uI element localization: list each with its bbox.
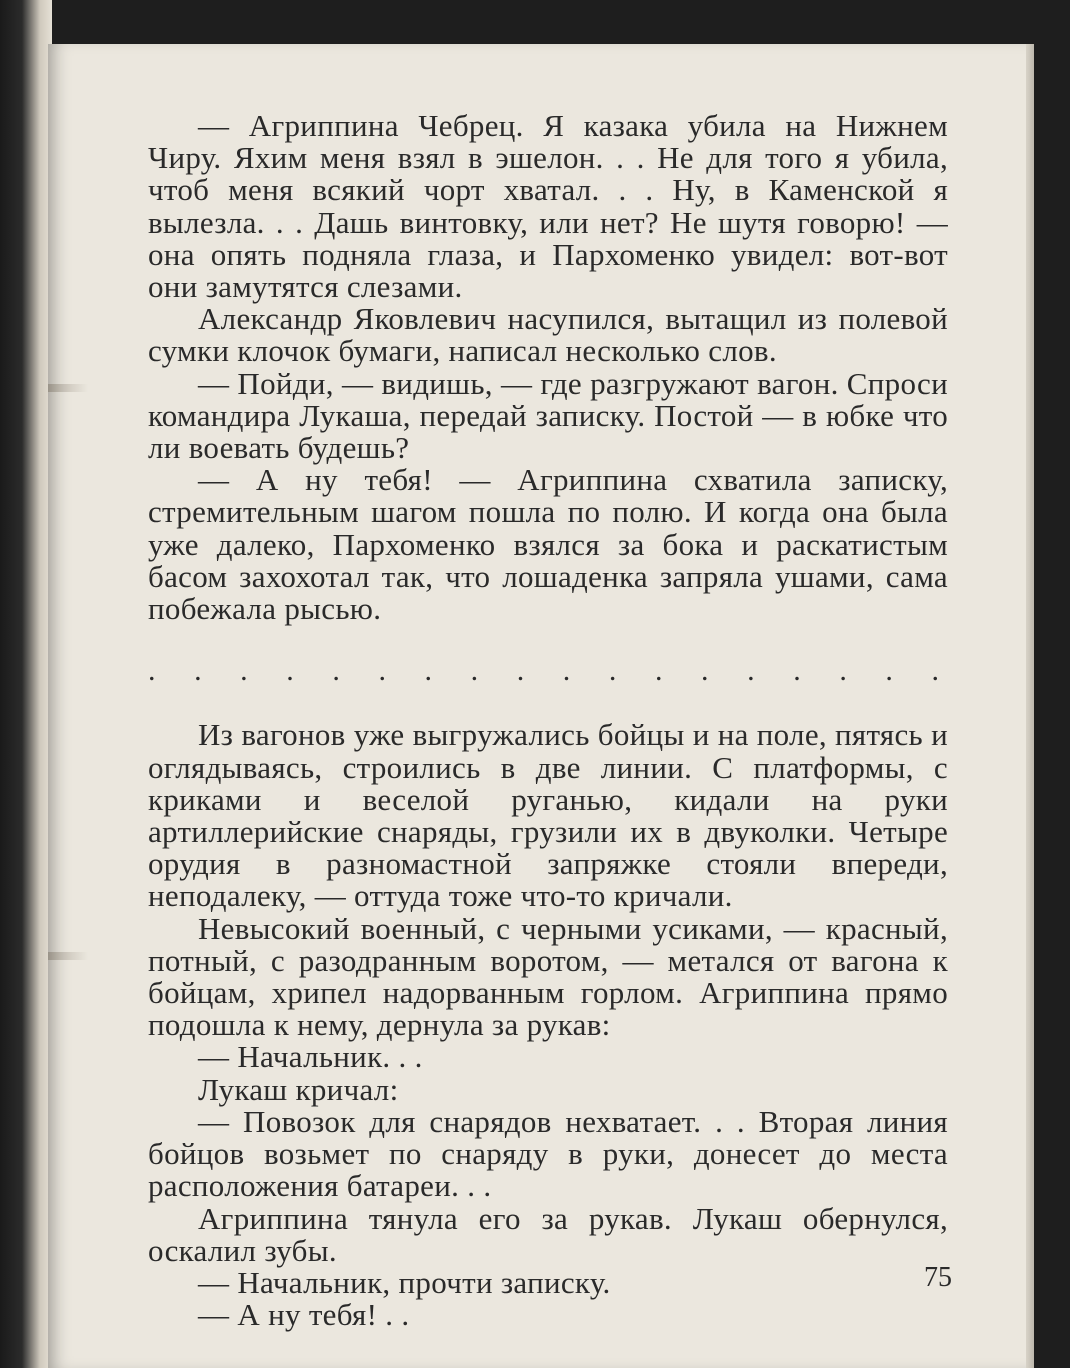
section-separator — [148, 655, 948, 687]
page-text — [148, 110, 948, 1331]
paragraph: Александр Яковлевич насупился, вытащил из полевой сумки клочок бумаги, написал несколько слов. — [148, 301, 948, 369]
book-gutter — [0, 0, 52, 1368]
paragraph: — Агриппина Чебрец. Я казака убила на Нижнем Чиру. Яхим меня взял в эшелон. . . Не для того я убила, чтоб меня всякий чорт хватал. . . Ну, в Каменской я вылезла. . . Дашь винтовку, или нет? Не шутя говорю! — она опять подняла глаза, и Пархоменко увидел: вот-вот они замутятся слезами. — [148, 108, 948, 305]
page-edge — [1026, 44, 1034, 1368]
paragraph: Из вагонов уже выгружались бойцы и на поле, пятясь и оглядываясь, строились в две линии. С платформы, с криками и веселой руганью, кидали на руки артиллерийские снаряды, грузили их в двуколки. Четыре орудия в разномастной запряжке стояли впереди, неподалеку, — оттуда тоже что-то кричали. — [148, 717, 948, 914]
page-number: 75 — [924, 1262, 952, 1293]
page-crease — [48, 384, 88, 392]
paragraph: Лукаш кричал: — [198, 1071, 399, 1107]
page-crease — [48, 952, 88, 960]
paragraph: — Начальник. . . — [198, 1039, 423, 1075]
paragraph: — А ну тебя! . . — [198, 1297, 410, 1333]
paragraph: — Повозок для снарядов нехватает. . . Вторая линия бойцов возьмет по снаряду в руки, донесет до места расположения батареи. . . — [148, 1103, 948, 1204]
paragraph: Невысокий военный, с черными усиками, — красный, потный, с разодранным воротом, — метался от вагона к бойцам, хрипел надорванным горлом. Агриппина прямо подошла к нему, дернула за рукав: — [148, 910, 948, 1043]
paragraph: — А ну тебя! — Агриппина схватила записку, стремительным шагом пошла по полю. И когда она была уже далеко, Пархоменко взялся за бока и раскатистым басом захохотал так, что лошаденка запряла ушами, сама побежала рысью. — [148, 462, 948, 627]
separator-dots: . . . . . . . . . . . . . . . . . . — [148, 654, 948, 688]
paragraph: — Начальник, прочти записку. — [198, 1264, 611, 1300]
paragraph: Агриппина тянула его за рукав. Лукаш обернулся, оскалил зубы. — [148, 1200, 948, 1268]
paragraph: — Пойди, — видишь, — где разгружают вагон. Спроси командира Лукаша, передай записку. Постой — в юбке что ли воевать будешь? — [148, 365, 948, 466]
